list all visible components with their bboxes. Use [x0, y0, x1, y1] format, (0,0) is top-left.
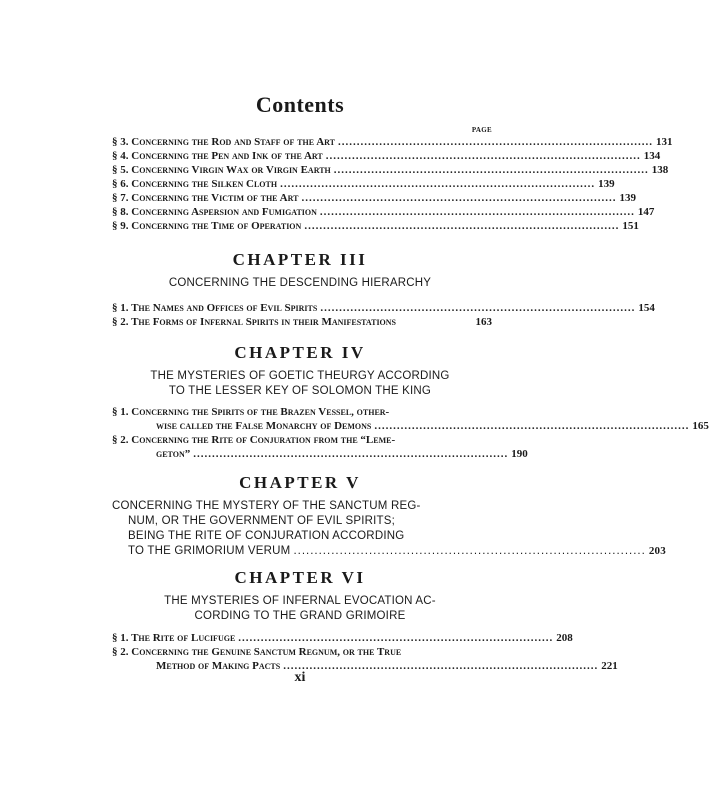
toc-entry-9[interactable]: § 9. Concerning the Time of Operation .................................................................................... 151	[112, 220, 639, 232]
chapter-5-entry[interactable]: CONCERNING THE MYSTERY OF THE SANCTUM REG- NUM, OR THE GOVERNMENT OF EVIL SPIRITS; BEING THE RITE OF CONJURATION ACCORDING TO THE GRIMORIUM VERUM .................................................................................... 203	[112, 500, 666, 557]
chapter-4-subtitle: THE MYSTERIES OF GOETIC THEURGY ACCORDING TO THE LESSER KEY OF SOLOMON THE KING	[150, 370, 450, 397]
page-number: 221	[601, 660, 618, 672]
page-number: 203	[648, 545, 666, 557]
chapter-3-heading: CHAPTER III	[232, 250, 368, 269]
page-column-label: PAGE	[471, 126, 492, 134]
toc-entry-ch3-2[interactable]: § 2. The Forms of Infernal Spirits in their Manifestations 163	[112, 316, 492, 328]
toc-entry-8[interactable]: § 8. Concerning Aspersion and Fumigation .................................................................................... 147	[112, 206, 655, 218]
page-number: 139	[619, 192, 636, 204]
toc-entry-ch6-2[interactable]: § 2. Concerning the Genuine Sanctum Regnum, or the True Method of Making Pacts .................................................................................... 221	[112, 646, 618, 672]
toc-entry-5[interactable]: § 5. Concerning Virgin Wax or Virgin Earth .................................................................................... 138	[112, 164, 669, 176]
page-folio: xi	[294, 670, 306, 685]
toc-entry-ch4-1[interactable]: § 1. Concerning the Spirits of the Brazen Vessel, other- wise called the False Monarchy of Demons .................................................................................... 165	[112, 406, 709, 432]
page-number: 165	[692, 420, 709, 432]
page-number: 151	[622, 220, 639, 232]
chapter-6-subtitle: THE MYSTERIES OF INFERNAL EVOCATION AC- CORDING TO THE GRAND GRIMOIRE	[164, 595, 436, 622]
page-number: 138	[651, 164, 669, 176]
chapter-4-heading: CHAPTER IV	[234, 343, 366, 362]
page-number: 163	[475, 316, 492, 328]
page-number: 190	[511, 448, 528, 460]
chapter-3-subtitle: CONCERNING THE DESCENDING HIERARCHY	[168, 277, 432, 289]
toc-entry-ch3-1[interactable]: § 1. The Names and Offices of Evil Spirits .................................................................................... 154	[112, 302, 655, 314]
page-number: 208	[556, 632, 573, 644]
page-number: 131	[655, 136, 673, 148]
page-number: 154	[638, 302, 655, 314]
toc-entry-ch6-1[interactable]: § 1. The Rite of Lucifuge .................................................................................... 208	[112, 632, 573, 644]
contents-title: Contents	[255, 92, 345, 117]
toc-entry-ch4-2[interactable]: § 2. Concerning the Rite of Conjuration from the “Leme- geton” .................................................................................... 190	[112, 434, 528, 460]
page-number: 134	[643, 150, 661, 162]
toc-entry-7[interactable]: § 7. Concerning the Victim of the Art .................................................................................... 139	[112, 192, 636, 204]
page-number: 139	[598, 178, 615, 190]
toc-entry-4[interactable]: § 4. Concerning the Pen and Ink of the Art .................................................................................... 134	[112, 150, 661, 162]
toc-entry-6[interactable]: § 6. Concerning the Silken Cloth .................................................................................... 139	[112, 178, 615, 190]
chapter-6-heading: CHAPTER VI	[234, 568, 366, 587]
page-number: 147	[637, 206, 655, 218]
toc-entry-3[interactable]: § 3. Concerning the Rod and Staff of the Art .................................................................................... 131	[112, 136, 673, 148]
chapter-5-heading: CHAPTER V	[239, 473, 361, 492]
